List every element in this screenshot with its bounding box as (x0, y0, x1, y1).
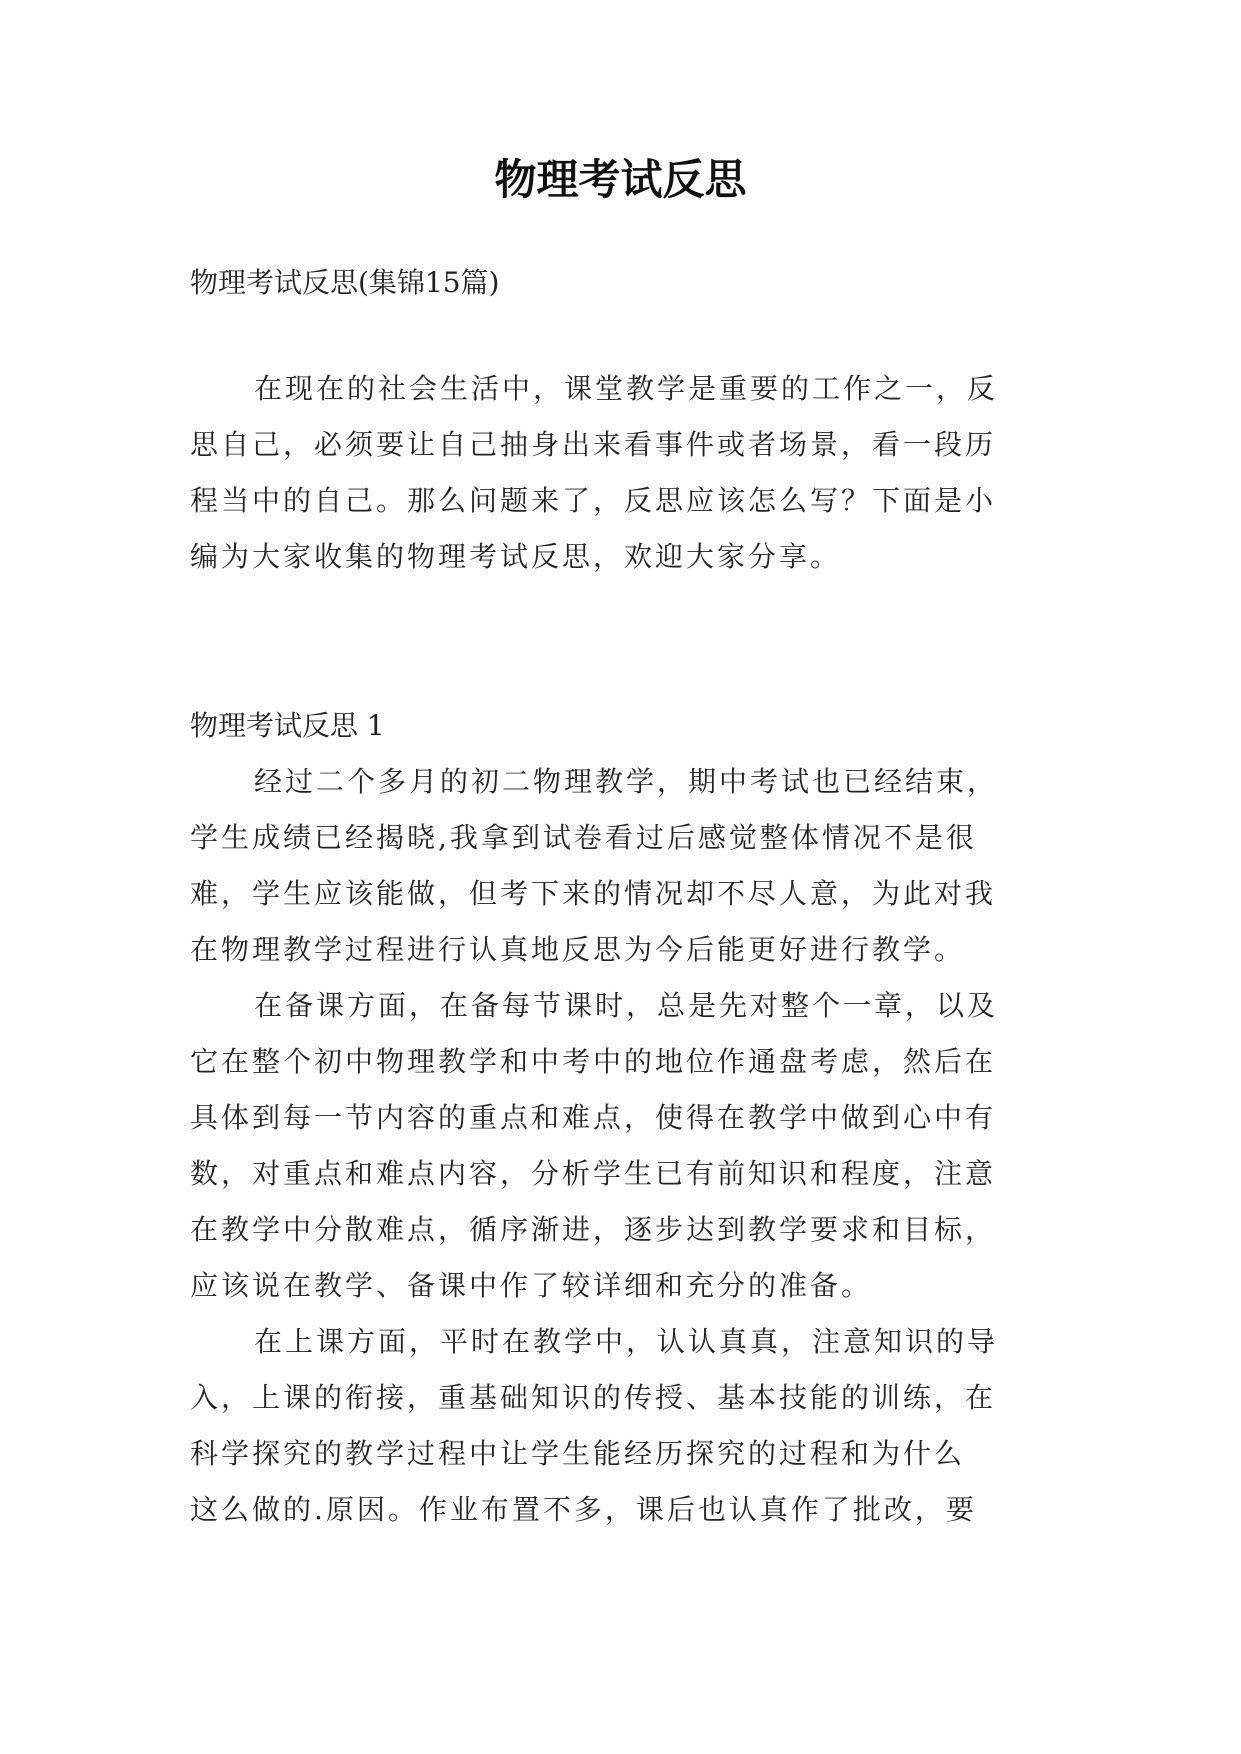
paragraph-line: 数，对重点和难点内容，分析学生已有前知识和程度，注意 (190, 1157, 997, 1190)
document-title: 物理考试反思 (494, 155, 747, 204)
intro-line: 在现在的社会生活中，课堂教学是重要的工作之一，反 (254, 372, 999, 405)
paragraph-line: 在物理教学过程进行认真地反思为今后能更好进行教学。 (190, 933, 966, 966)
intro-line: 思自己，必须要让自己抽身出来看事件或者场景，看一段历 (190, 428, 997, 461)
paragraph-line: 学生成绩已经揭晓,我拿到试卷看过后感觉整体情况不是很 (190, 821, 977, 854)
section-heading: 物理考试反思 1 (190, 709, 385, 742)
paragraph-1 (190, 754, 1046, 978)
paragraph-line: 科学探究的教学过程中让学生能经历探究的过程和为什么 (190, 1437, 966, 1470)
paragraph-3 (190, 1314, 1046, 1538)
paragraph-line: 在上课方面，平时在教学中，认认真真，注意知识的导 (254, 1325, 999, 1358)
paragraph-line: 入，上课的衔接，重基础知识的传授、基本技能的训练，在 (190, 1381, 997, 1414)
intro-line: 编为大家收集的物理考试反思，欢迎大家分享。 (190, 540, 842, 573)
paragraph-line: 难，学生应该能做，但考下来的情况却不尽人意，为此对我 (190, 877, 997, 910)
paragraph-line: 在备课方面，在备每节课时，总是先对整个一章，以及 (254, 989, 999, 1022)
paragraph-line: 具体到每一节内容的重点和难点，使得在教学中做到心中有 (190, 1101, 997, 1134)
paragraph-2 (190, 978, 1046, 1314)
paragraph-line: 经过二个多月的初二物理教学，期中考试也已经结束， (254, 765, 999, 798)
paragraph-line: 应该说在教学、备课中作了较详细和充分的准备。 (190, 1269, 873, 1302)
paragraph-line: 它在整个初中物理教学和中考中的地位作通盘考虑，然后在 (190, 1045, 997, 1078)
paragraph-line: 在教学中分散难点，循序渐进，逐步达到教学要求和目标， (190, 1213, 997, 1246)
intro-paragraph (190, 361, 1046, 585)
paragraph-line: 这么做的.原因。作业布置不多，课后也认真作了批改，要 (190, 1493, 977, 1526)
document-subtitle: 物理考试反思(集锦15篇) (190, 266, 500, 299)
intro-line: 程当中的自己。那么问题来了，反思应该怎么写？下面是小 (190, 484, 997, 517)
